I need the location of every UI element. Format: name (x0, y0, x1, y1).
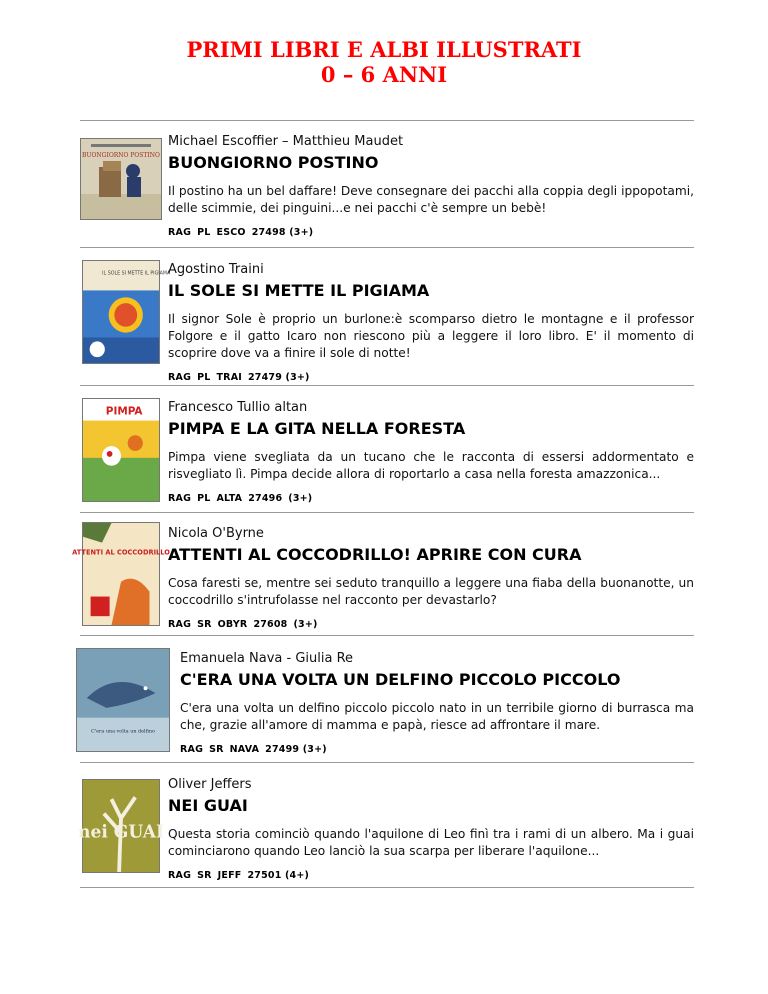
book-title: IL SOLE SI METTE IL PIGIAMA (168, 281, 430, 300)
book-cover-image (72, 522, 170, 626)
shelfmark-part: 27498 (3+) (251, 227, 314, 238)
cover-title: BUONGIORNO POSTINO (82, 152, 160, 159)
shelfmark-part: ALTA (216, 493, 243, 504)
book-description: Il signor Sole è proprio un burlone:è scomparso dietro le montagne e il professor Folgore e il gatto Icaro non riescono più a leggere il loro libro. E' il momento di scoprire dove va a finire il sole di notte! (168, 312, 694, 360)
book-author: Agostino Traini (168, 262, 264, 277)
book-cover-image (82, 260, 171, 364)
shelfmark-part: PL (197, 493, 211, 504)
shelfmark-part: SR (197, 619, 212, 630)
shelfmark-part: RAG (180, 744, 204, 755)
divider (80, 512, 694, 513)
shelfmark-part: 27608 (253, 619, 288, 630)
divider (80, 762, 694, 763)
book-title: NEI GUAI (168, 796, 248, 815)
cover-title: IL SOLE SI METTE IL PIGIAMA (102, 271, 171, 277)
shelfmark-part: (3+) (288, 493, 313, 504)
divider (80, 120, 694, 121)
shelfmark-part: NAVA (229, 744, 260, 755)
divider (80, 635, 694, 636)
shelfmark-part: PL (197, 372, 211, 383)
shelfmark-part: RAG (168, 619, 192, 630)
book-author: Emanuela Nava - Giulia Re (180, 651, 354, 666)
divider (80, 887, 694, 888)
book-description: C'era una volta un delfino piccolo piccolo nato in un terribile giorno di burrasca ma che, grazie all'amore di mamma e papà, riesce ad affrontare il mare. (180, 701, 694, 732)
shelfmark-part: PL (197, 227, 211, 238)
book-author: Francesco Tullio altan (168, 400, 308, 415)
book-shelfmark (168, 870, 694, 882)
shelfmark-part: 27496 (248, 493, 283, 504)
book-title: PIMPA E LA GITA NELLA FORESTA (168, 419, 466, 438)
cover-title: nei GUAI (78, 822, 164, 843)
book-cover-image (80, 138, 162, 220)
shelfmark-part: RAG (168, 227, 192, 238)
shelfmark-part: 27479 (3+) (247, 372, 310, 383)
shelfmark-part: OBYR (217, 619, 248, 630)
book-description: Pimpa viene svegliata da un tucano che le racconta di essersi addormentato e risvegliato lì. Pimpa decide allora di roportarlo a casa nella foresta amazzonica... (168, 450, 694, 481)
shelfmark-part: SR (197, 870, 212, 881)
divider (80, 385, 694, 386)
page-title-line1: PRIMI LIBRI E ALBI ILLUSTRATI (186, 37, 582, 62)
shelfmark-part: TRAI (216, 372, 242, 383)
shelfmark-part: RAG (168, 493, 192, 504)
book-cover-image (82, 398, 160, 502)
divider (80, 247, 694, 248)
cover-title: ATTENTI AL COCCODRILLO (72, 548, 170, 557)
book-description: Cosa faresti se, mentre sei seduto tranquillo a leggere una fiaba della buonanotte, un coccodrillo s'intrufolasse nel racconto per devastarlo? (168, 576, 694, 607)
book-title: BUONGIORNO POSTINO (168, 153, 379, 172)
book-author: Michael Escoffier – Matthieu Maudet (168, 134, 404, 149)
shelfmark-part: 27499 (3+) (265, 744, 327, 755)
book-cover-image (78, 779, 164, 873)
cover-title: C'era una volta un delfino (91, 728, 155, 735)
book-shelfmark (168, 619, 694, 631)
book-shelfmark (168, 493, 694, 505)
cover-title: PIMPA (105, 404, 143, 418)
book-title: C'ERA UNA VOLTA UN DELFINO PICCOLO PICCOLO (180, 670, 621, 689)
book-shelfmark (168, 372, 694, 384)
book-author: Oliver Jeffers (168, 777, 252, 792)
shelfmark-part: RAG (168, 372, 192, 383)
book-shelfmark (168, 227, 694, 239)
shelfmark-part: (3+) (293, 619, 318, 630)
book-shelfmark (180, 744, 694, 756)
page-title-line2: 0 – 6 ANNI (320, 62, 448, 87)
book-cover-image (76, 648, 170, 752)
shelfmark-part: JEFF (217, 870, 242, 881)
book-description: Il postino ha un bel daffare! Deve consegnare dei pacchi alla coppia degli ippopotami, delle scimmie, dei pinguini...e nei pacchi c'è sempre un bebè! (168, 184, 694, 215)
shelfmark-part: RAG (168, 870, 192, 881)
shelfmark-part: SR (209, 744, 224, 755)
book-author: Nicola O'Byrne (168, 526, 264, 541)
shelfmark-part: ESCO (216, 227, 246, 238)
book-description: Questa storia cominciò quando l'aquilone di Leo finì tra i rami di un albero. Ma i guai cominciarono quando Leo lanciò la sua scarpa per liberare l'aquilone... (168, 827, 694, 858)
shelfmark-part: 27501 (4+) (247, 870, 310, 881)
book-title: ATTENTI AL COCCODRILLO! APRIRE CON CURA (168, 545, 582, 564)
